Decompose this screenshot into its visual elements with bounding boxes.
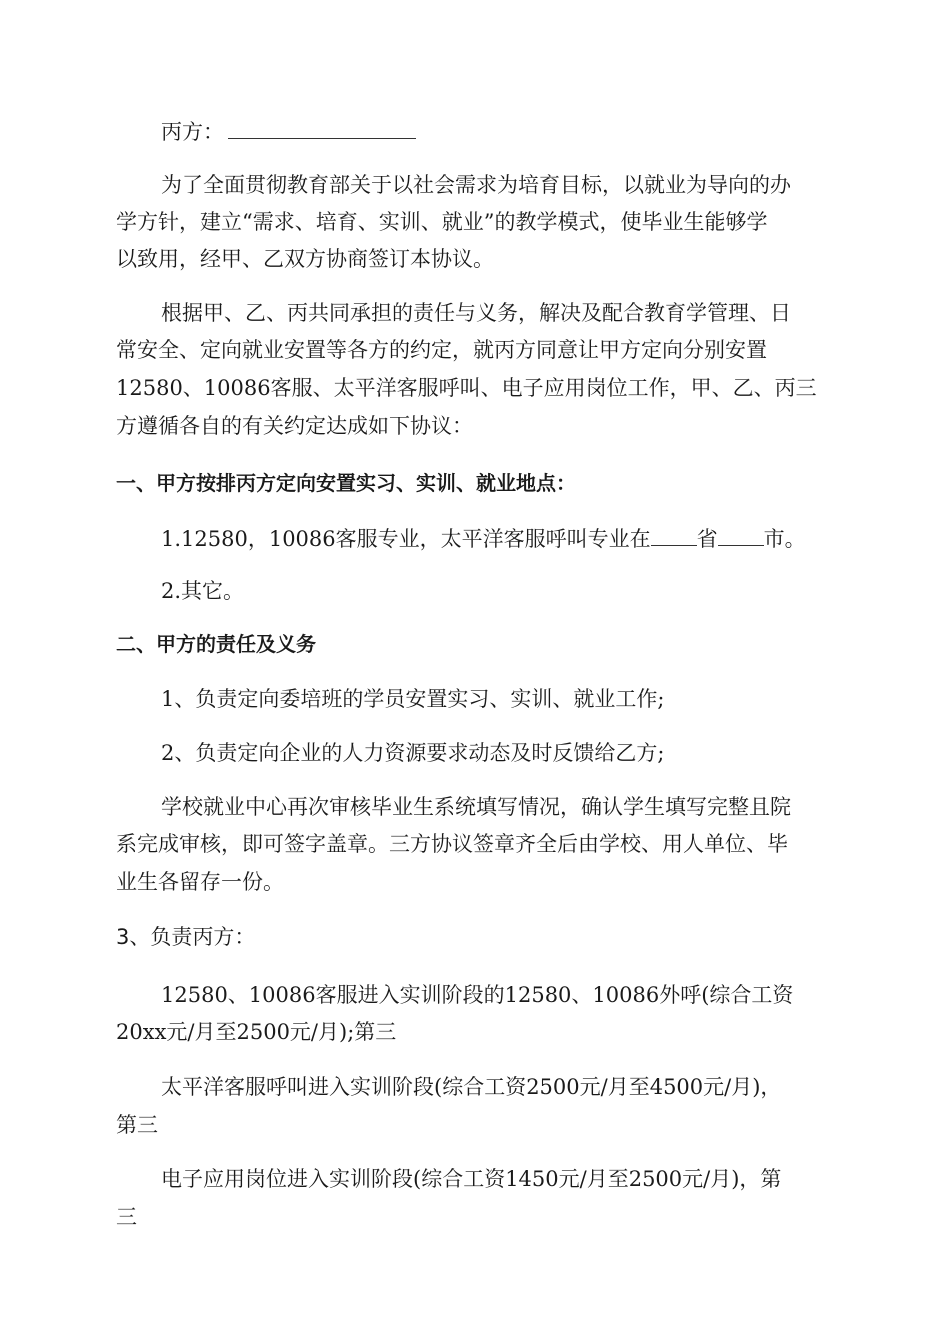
note-line-2: 系完成审核，即可签字盖章。三方协议签章齐全后由学校、用人单位、毕 [116, 832, 788, 856]
section1-item-1 [161, 527, 806, 550]
section3-p3-line-1: 电子应用岗位进入实训阶段(综合工资1450元/月至2500元/月)，第 [161, 1167, 782, 1191]
party-c-blank[interactable] [228, 120, 416, 139]
city-blank[interactable] [718, 527, 764, 546]
intro-line-2: 学方针，建立“需求、培育、实训、就业”的教学模式，使毕业生能够学 [116, 210, 768, 234]
section3-p1-line-2: 20xx元/月至2500元/月);第三 [116, 1020, 397, 1044]
section3-heading: 3、负责丙方： [116, 925, 256, 949]
basis-line-4: 方遵循各自的有关约定达成如下协议： [116, 414, 473, 438]
city-label: 市。 [763, 527, 806, 551]
section3-p2-line-2: 第三 [116, 1113, 158, 1137]
section1-item1-text: 1.12580，10086客服专业，太平洋客服呼叫专业在 [161, 527, 651, 551]
basis-line-2: 常安全、定向就业安置等各方的约定，就丙方同意让甲方定向分别安置 [116, 338, 767, 362]
section3-p2-line-1: 太平洋客服呼叫进入实训阶段(综合工资2500元/月至4500元/月)， [161, 1075, 782, 1099]
intro-line-1: 为了全面贯彻教育部关于以社会需求为培育目标，以就业为导向的办 [161, 173, 791, 197]
intro-line-3: 以致用，经甲、乙双方协商签订本协议。 [116, 247, 494, 271]
section1-item-2: 2.其它。 [161, 579, 245, 603]
party-c-label: 丙方： [161, 120, 224, 144]
section2-item-2: 2、负责定向企业的人力资源要求动态及时反馈给乙方; [161, 741, 665, 765]
section3-p1-line-1: 12580、10086客服进入实训阶段的12580、10086外呼(综合工资 [161, 983, 794, 1007]
section3-p3-line-2: 三 [116, 1205, 137, 1229]
section1-heading: 一、甲方按排丙方定向安置实习、实训、就业地点： [116, 471, 576, 495]
basis-line-1: 根据甲、乙、丙共同承担的责任与义务，解决及配合教育学管理、日 [161, 301, 791, 325]
province-blank[interactable] [651, 527, 697, 546]
party-c-line [161, 120, 416, 143]
section2-item-1: 1、负责定向委培班的学员安置实习、实训、就业工作; [161, 687, 665, 711]
section2-heading: 二、甲方的责任及义务 [116, 632, 316, 656]
note-line-3: 业生各留存一份。 [116, 870, 284, 894]
province-label: 省 [696, 527, 718, 551]
note-line-1: 学校就业中心再次审核毕业生系统填写情况，确认学生填写完整且院 [161, 795, 791, 819]
basis-line-3: 12580、10086客服、太平洋客服呼叫、电子应用岗位工作，甲、乙、丙三 [116, 376, 817, 400]
